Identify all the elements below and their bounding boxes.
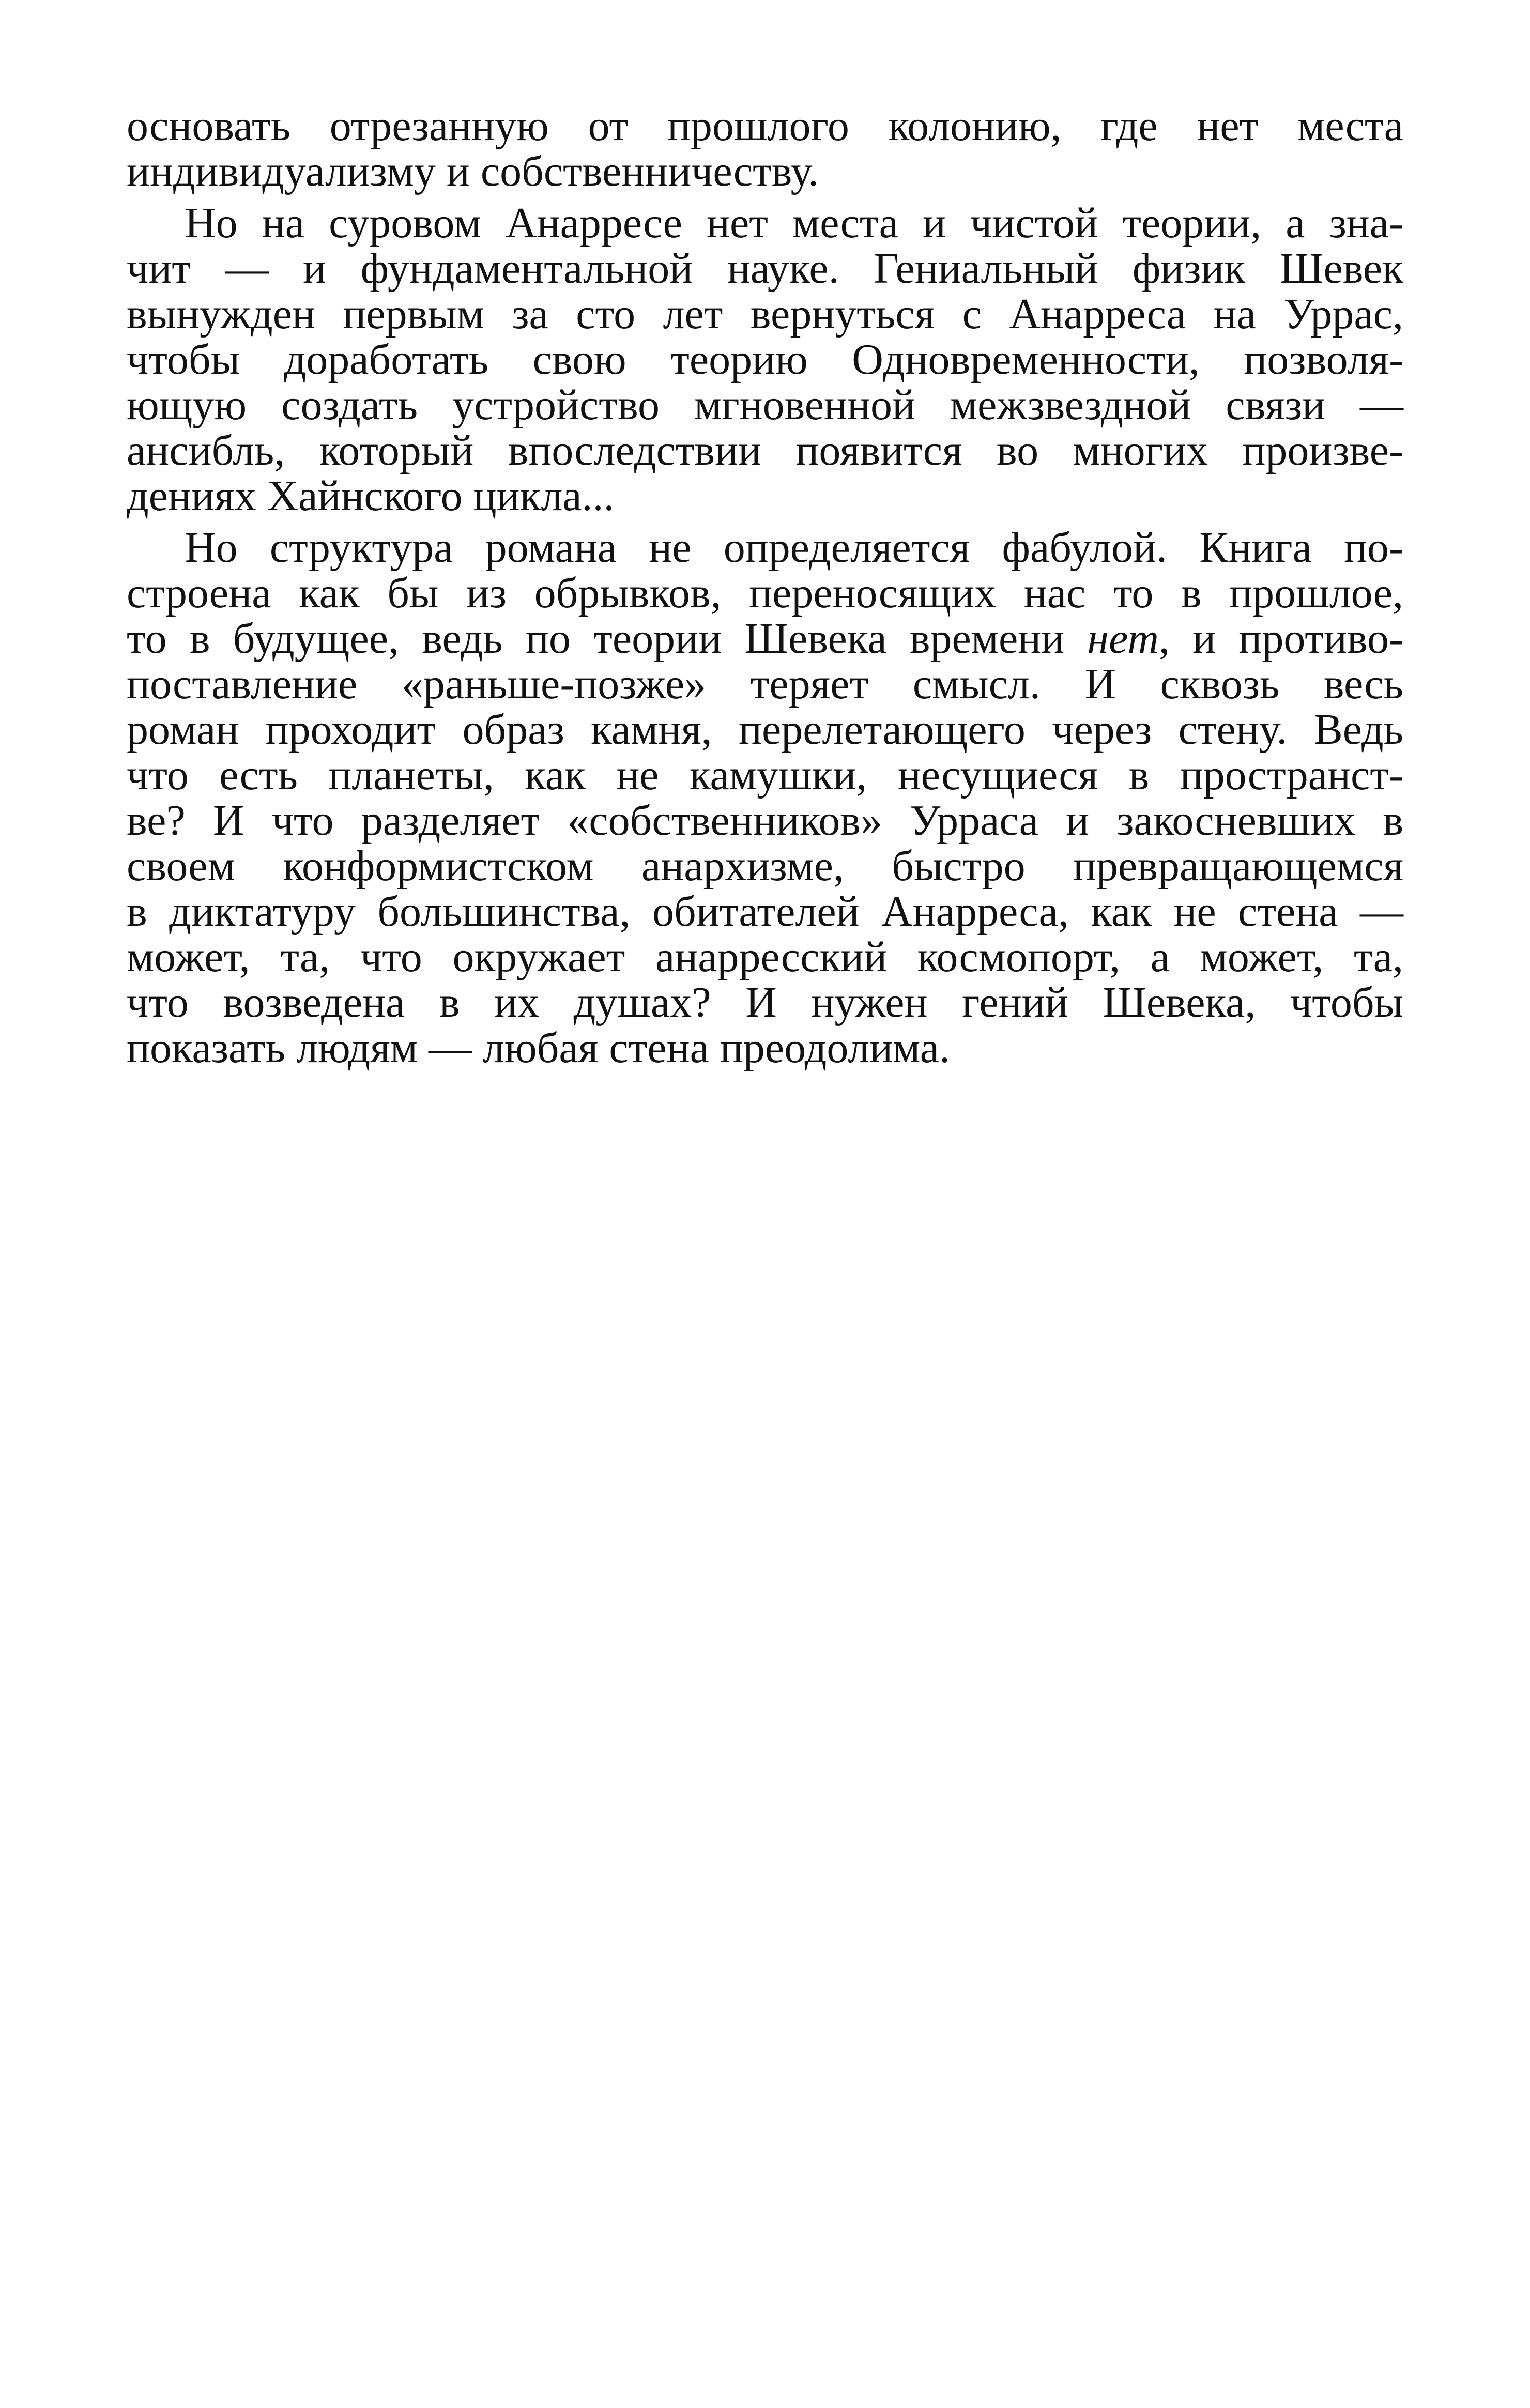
italic-emphasis: нет (1087, 615, 1159, 663)
text-line: показать людям — любая стена преодолима. (127, 1024, 951, 1072)
text-line: ющую создать устройство мгновенной межзвездной связи — (127, 381, 1403, 429)
body-text (127, 103, 1403, 1071)
paragraph (127, 525, 1403, 1071)
paragraph (127, 201, 1403, 519)
text-line: что возведена в их душах? И нужен гений Шевека, чтобы (127, 978, 1403, 1026)
text-line: что есть планеты, как не камушки, несущиеся в пространст- (127, 751, 1403, 799)
text-line: ве? И что разделяет «собственников» Урраса и закосневших в (127, 796, 1403, 845)
text-line: ансибль, который впоследствии появится во многих произве- (127, 426, 1403, 474)
text-line: поставление «раньше-позже» теряет смысл. И сквозь весь (127, 660, 1403, 708)
text-line: дениях Хайнского цикла... (127, 472, 615, 520)
text-line: то в будущее, ведь по теории Шевека времени нет, и противо- (127, 615, 1403, 663)
text-line: Но структура романа не определяется фабулой. Книга по- (185, 524, 1403, 572)
text-line: чтобы доработать свою теорию Одновременности, позволя- (127, 335, 1403, 384)
text-line: Но на суровом Анарресе нет места и чистой теории, а зна- (185, 199, 1403, 247)
text-line: чит — и фундаментальной науке. Гениальный физик Шевек (127, 244, 1403, 293)
text-line: основать отрезанную от прошлого колонию, где нет места (127, 102, 1403, 150)
text-line: индивидуализму и собственничеству. (127, 147, 819, 195)
text-line: в диктатуру большинства, обитателей Анарреса, как не стена — (127, 887, 1403, 935)
text-line: может, та, что окружает анарресский космопорт, а может, та, (127, 933, 1403, 981)
text-line: строена как бы из обрывков, переносящих нас то в прошлое, (127, 569, 1403, 617)
text-line: вынужден первым за сто лет вернуться с Анарреса на Уррас, (127, 290, 1403, 338)
paragraph (127, 103, 1403, 194)
text-line: своем конформистском анархизме, быстро превращающемся (127, 842, 1403, 890)
text-line: роман проходит образ камня, перелетающего через стену. Ведь (127, 705, 1403, 754)
